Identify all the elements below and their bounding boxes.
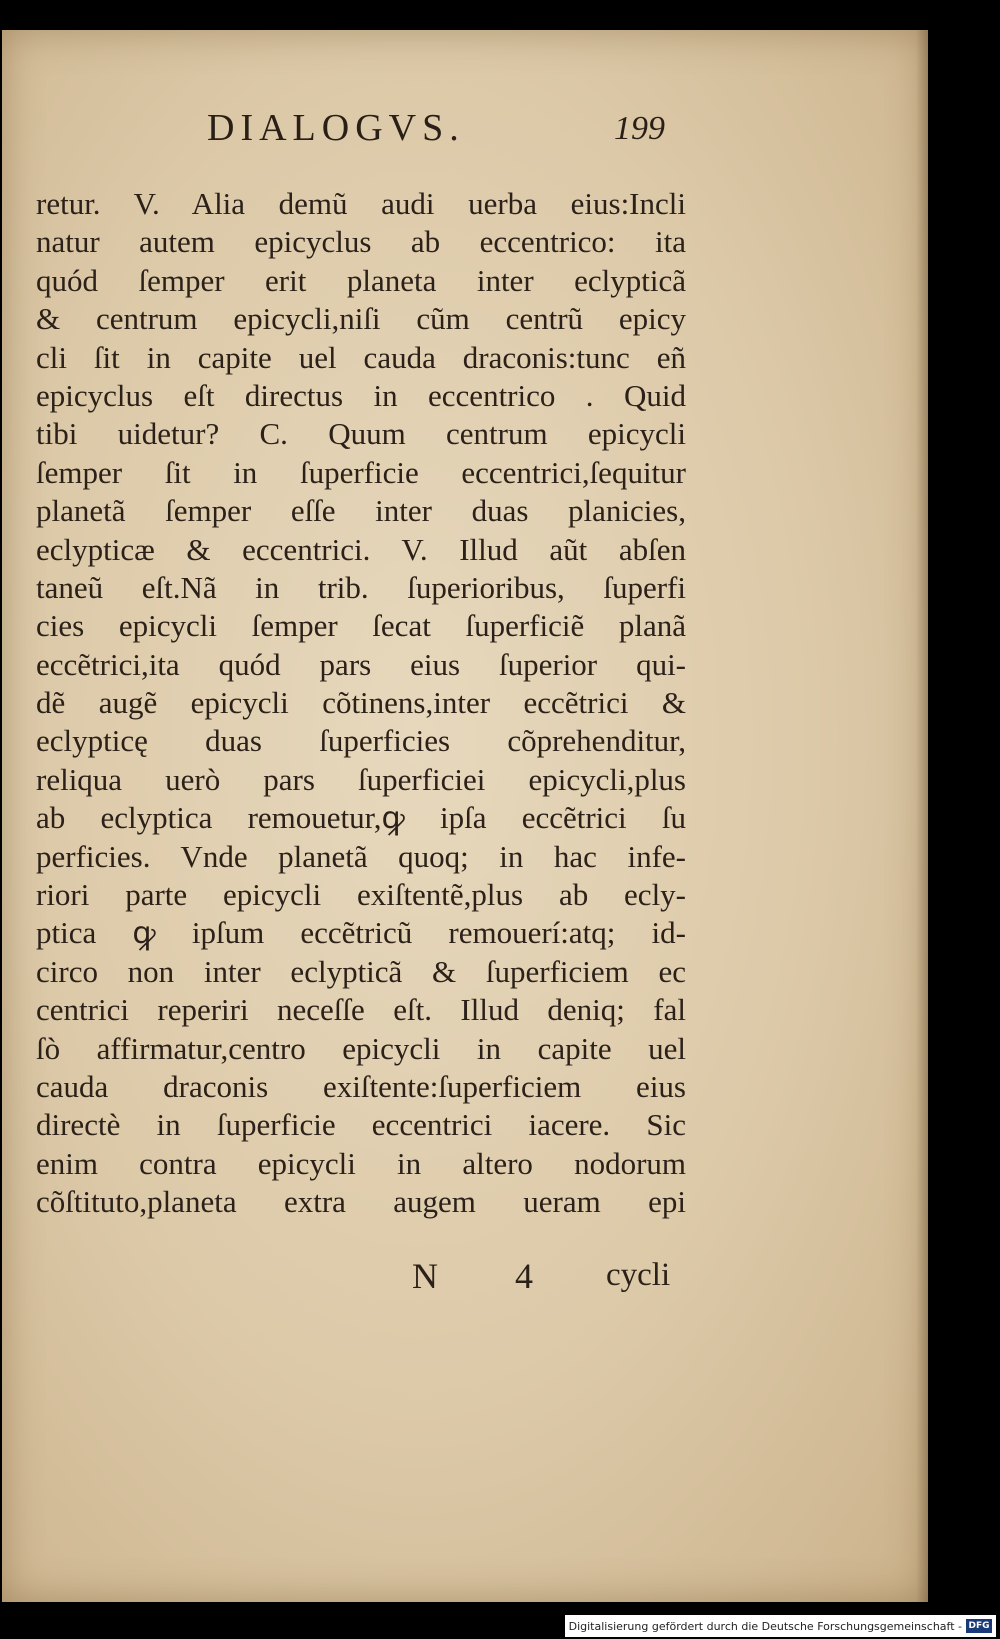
text-line: tibi uidetur? C. Quum centrum epicycli (36, 416, 686, 452)
body-text (36, 185, 686, 1222)
text-line: centrici reperiri neceſſe eſt. Illud deniq; fal (36, 992, 686, 1028)
text-line: cies epicycli ſemper ſecat ſuperficiẽ planã (36, 608, 686, 644)
catchword: cycli (606, 1257, 671, 1293)
text-line: cli ſit in capite uel cauda draconis:tunc eñ (36, 339, 686, 375)
text-line: & centrum epicycli,niſi cũm centrũ epicy (36, 301, 686, 337)
running-head (2, 106, 928, 162)
text-line: ſò affirmatur,centro epicycli in capite uel (36, 1030, 686, 1066)
text-line: ptica ꝙ ipſum eccẽtricũ remouerí:atq; id- (36, 915, 686, 951)
dfg-logo: DFG (966, 1619, 992, 1633)
running-head-title: DIALOGVS. (207, 107, 465, 149)
text-line: reliqua uerò pars ſuperficiei epicycli,plus (36, 761, 686, 797)
text-line: ab eclyptica remouetur,ꝙ ipſa eccẽtrici ſu (36, 800, 686, 836)
text-line: retur. V. Alia demũ audi uerba eius:Incli (36, 186, 686, 221)
text-line: riori parte epicycli exiſtentẽ,plus ab ecly- (36, 877, 686, 913)
text-line: perficies. Vnde planetã quoq; in hac infe- (36, 838, 686, 874)
credit-text: Digitalisierung gefördert durch die Deutsche Forschungsgemeinschaft - (568, 1619, 962, 1633)
text-line: quód ſemper erit planeta inter eclypticã (36, 262, 686, 298)
text-line: natur autem epicyclus ab eccentrico: ita (36, 224, 686, 260)
page-footer (2, 1255, 928, 1305)
text-line: directè in ſuperficie eccentrici iacere. Sic (36, 1107, 686, 1143)
text-line: eclypticæ & eccentrici. V. Illud aũt abſen (36, 531, 686, 567)
signature-mark: N 4 (412, 1256, 567, 1296)
text-line: dẽ augẽ epicycli cõtinens,inter eccẽtrici & (36, 685, 686, 721)
text-line: ſemper ſit in ſuperficie eccentrici,ſequitur (36, 454, 686, 490)
page-number: 199 (614, 110, 665, 147)
text-line: eclypticę duas ſuperficies cõprehenditur, (36, 723, 686, 759)
text-line: taneũ eſt.Nã in trib. ſuperioribus, ſuperfi (36, 569, 686, 605)
book-page (2, 30, 928, 1602)
text-line: cauda draconis exiſtente:ſuperficiem eius (36, 1068, 686, 1104)
text-line: cõſtituto,planeta extra augem ueram epi (36, 1184, 686, 1220)
text-line: planetã ſemper eſſe inter duas planicies, (36, 493, 686, 529)
text-line: eccẽtrici,ita quód pars eius ſuperior qui- (36, 646, 686, 682)
text-line: epicyclus eſt directus in eccentrico . Quid (36, 377, 686, 413)
text-line: enim contra epicycli in altero nodorum (36, 1145, 686, 1181)
text-line: circo non inter eclypticã & ſuperficiem ec (36, 953, 686, 989)
digitization-credit (565, 1615, 996, 1637)
